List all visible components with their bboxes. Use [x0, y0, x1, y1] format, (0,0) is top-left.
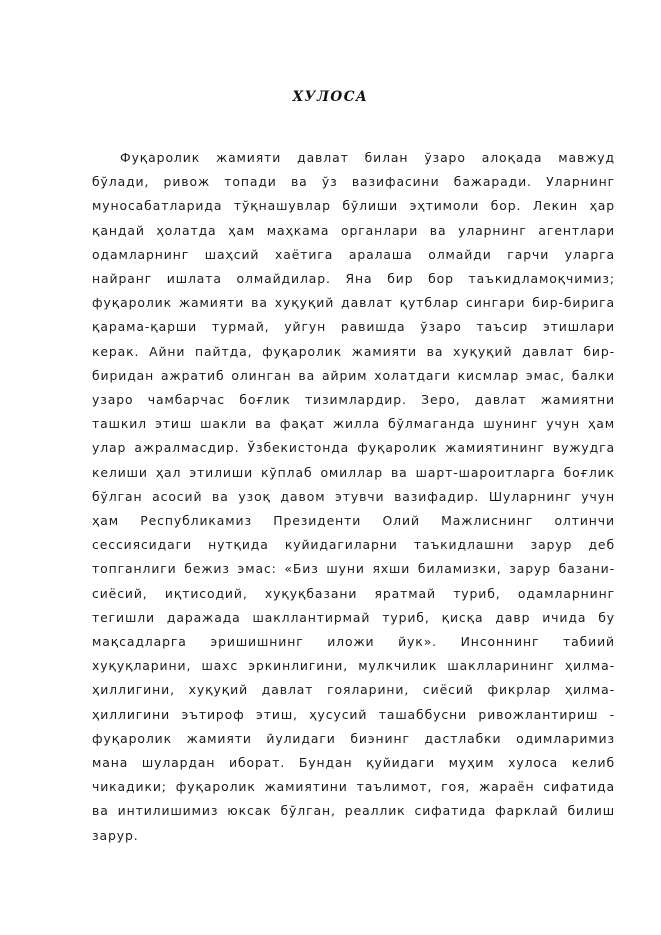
body-paragraph: Фуқаролик жамияти давлат билан ўзаро алоқада мавжуд бўлади, ривож топади ва ўз вазифасини бажаради. Уларнинг муносабатларида тўқнашувлар бўлиши эҳтимоли бор. Лекин ҳар қандай ҳолатда ҳам маҳкама органлари ва уларнинг агентлари одамларнинг шаҳсий хаётига аралаша олмайди гарчи уларга найранг ишлата олмайдилар. Яна бир бор таъкидламоқчимиз; фуқаролик жамияти ва хуқуқий давлат қутблар сингари бир-бирига қарама-қарши турмай, уйгун равишда ўзаро таъсир этишлари керак. Айни пайтда, фуқаролик жамияти ва хуқуқий давлат бир-биридан ажратиб олинган ва айрим холатдаги кисмлар эмас, балки узаро чамбарчас боғлик тизимлардир. Зеро, давлат жамиятни ташкил этиш шакли ва фақат жилла бўлмаганда шунинг учун ҳам улар ажралмасдир. Ўзбекистонда фуқаролик жамиятининг вужудга келиши ҳал этилиши кўплаб омиллар ва шарт-шароитларга боғлик бўлган асосий ва узоқ давом этувчи вазифадир. Шуларнинг учун ҳам Республикамиз Президенти Олий Мажлиснинг олтинчи сессиясидаги нутқида куйидагиларни таъкидлашни зарур деб топганлиги бежиз эмас: «Биз шуни яхши биламизки, зарур базани-сиёсий, иқтисодий, хуқуқбазани яратмай туриб, одамларнинг тегишли даражада шакллантирмай туриб, қисқа давр ичида бу мақсадларга эришишнинг иложи йук». Инсоннинг табиий хуқуқларини, шахс эркинлигини, мулкчилик шаклларининг ҳилма-ҳиллигини, хуқуқий давлат гояларини, сиёсий фикрлар ҳилма-ҳиллигини эътироф этиш, ҳусусий ташаббусни ривожлантириш - фуқаролик жамияти йулидаги биэнинг дастлабки одимларимиз мана шулардан иборат. Бундан қуйидаги муҳим хулоса келиб чикадики; фуқаролик жамиятини таълимот, гоя, жараён сифатида ва интилишимиз юксак бўлган, реаллик сифатида фарклай билиш зарур. — [92, 150, 615, 843]
page-title: ХУЛОСА — [292, 89, 369, 105]
